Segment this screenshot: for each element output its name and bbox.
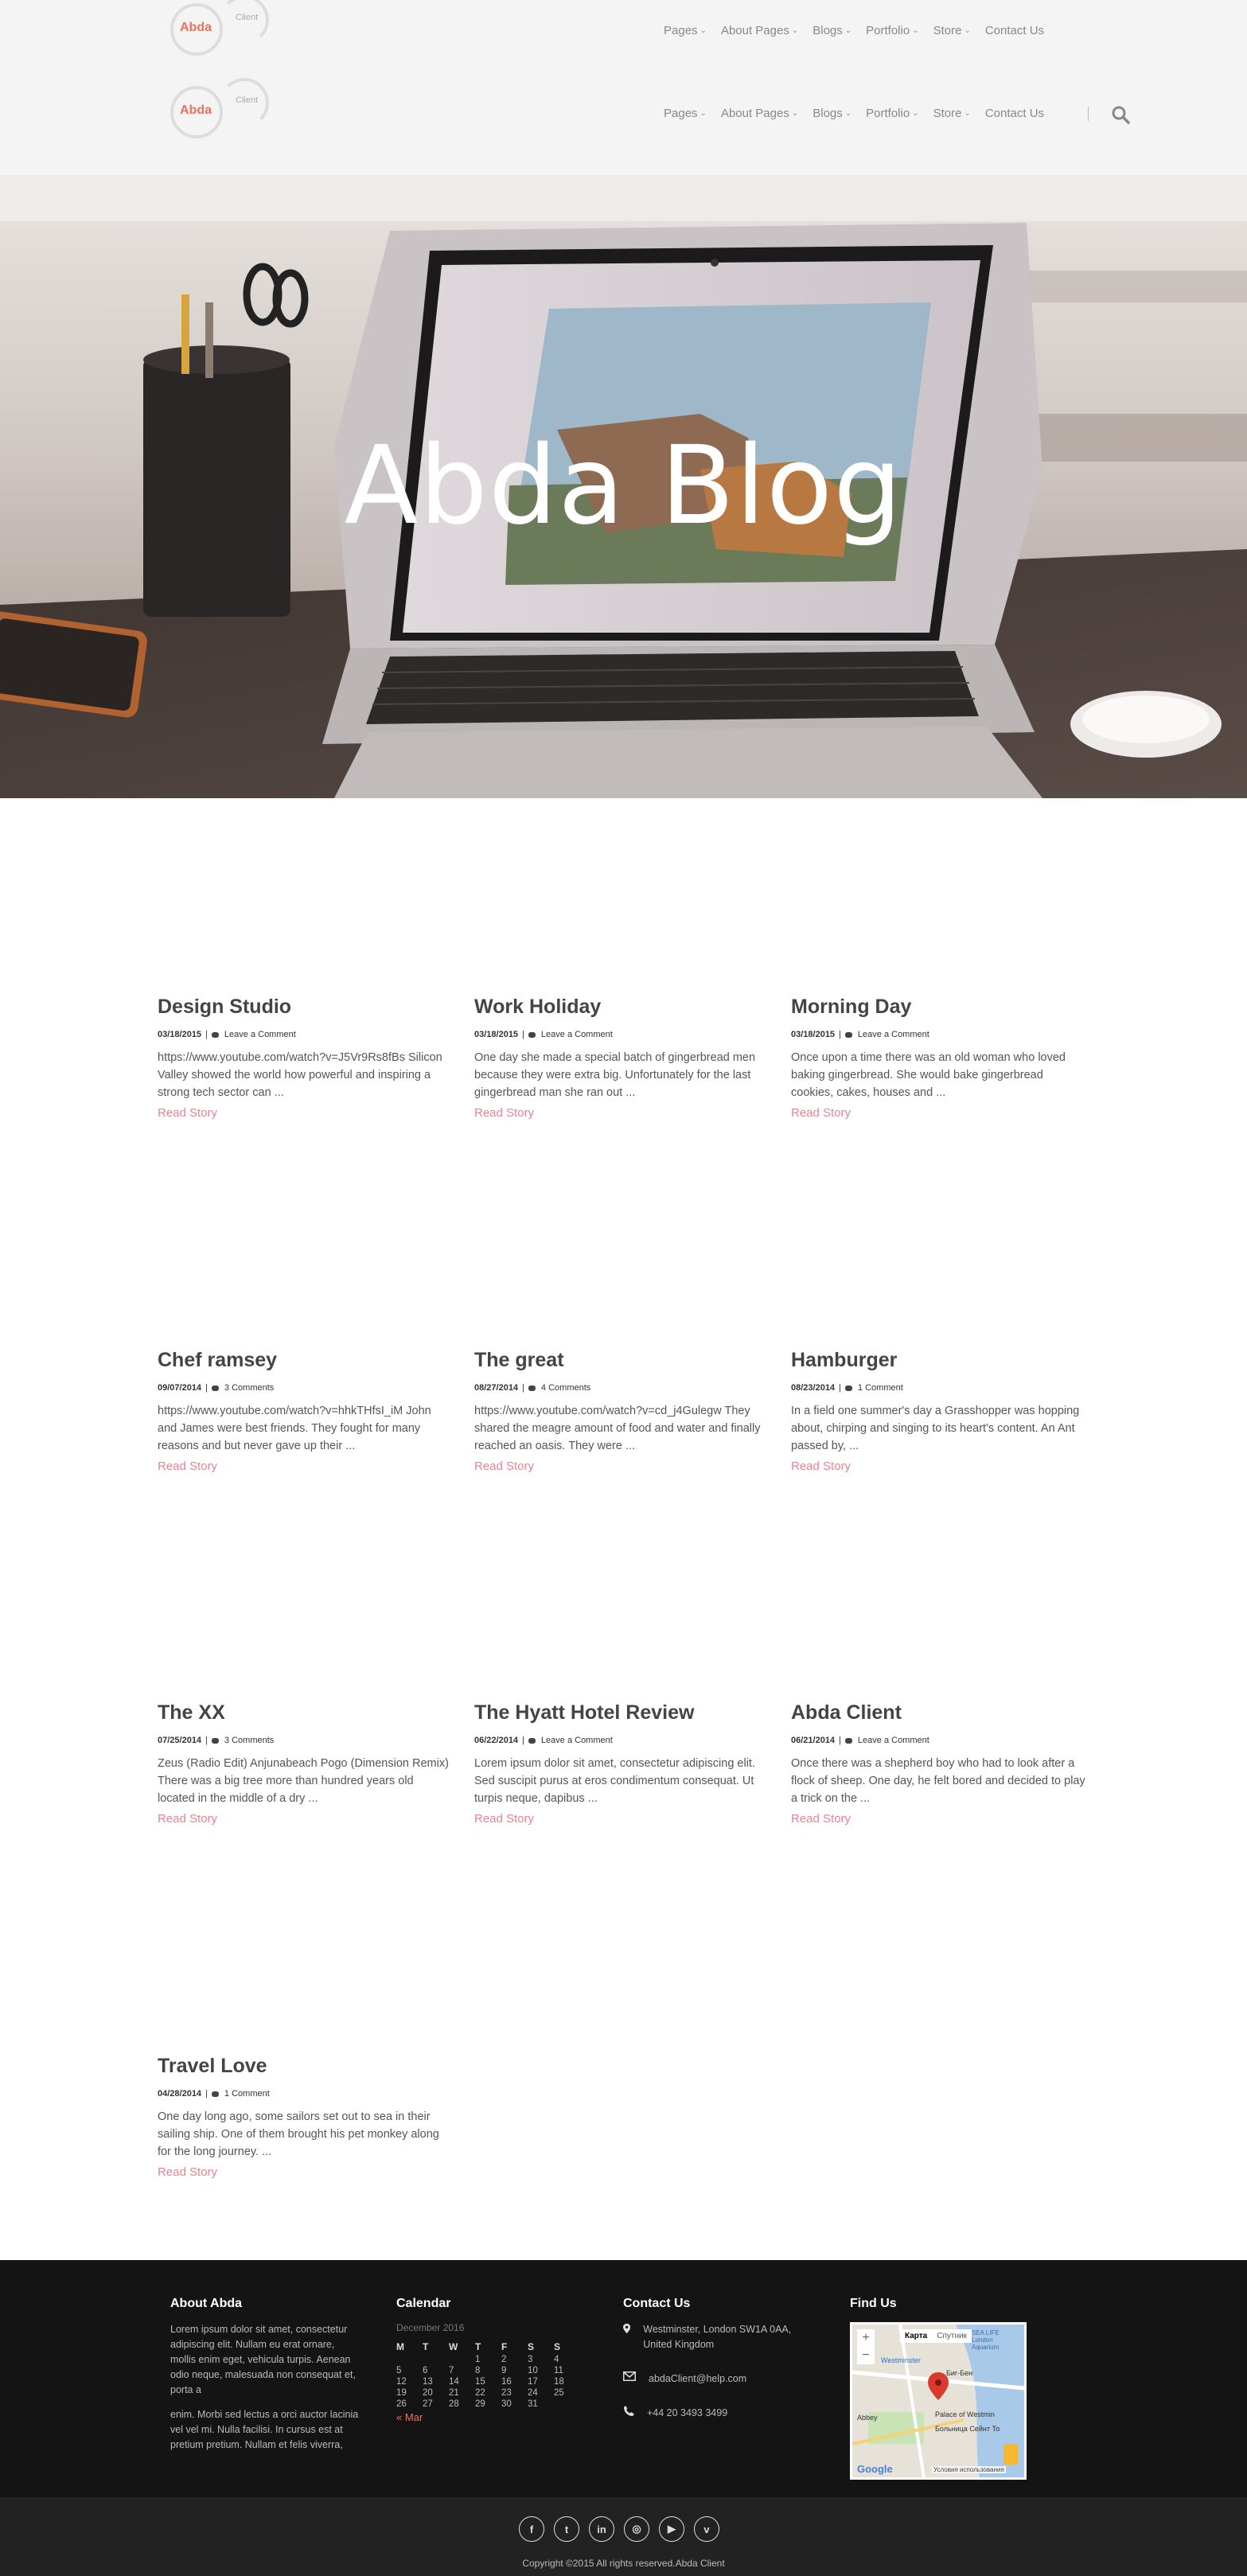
- hero-banner: [0, 175, 1247, 798]
- comment-icon: [845, 1032, 852, 1038]
- chevron-down-icon: ⌄: [791, 109, 799, 118]
- post-card: [158, 1701, 452, 1826]
- post-card: [474, 1349, 769, 1473]
- chevron-down-icon: ⌄: [912, 26, 919, 35]
- post-card: [791, 1701, 1085, 1826]
- site-logo[interactable]: [170, 83, 290, 142]
- post-title[interactable]: Design Studio: [158, 996, 292, 1018]
- post-comments-link[interactable]: Leave a Comment: [857, 1736, 929, 1745]
- site-logo[interactable]: [170, 0, 290, 59]
- comment-icon: [212, 2091, 219, 2097]
- footer-about-title: About Abda: [170, 2297, 243, 2310]
- comment-icon: [528, 1738, 536, 1744]
- youtube-icon[interactable]: ▶: [659, 2516, 684, 2542]
- calendar-week: [396, 2376, 580, 2387]
- calendar-month: December 2016: [396, 2322, 465, 2333]
- map-terms-link[interactable]: Условия использования: [933, 2466, 1004, 2473]
- calendar-day: 1: [475, 2355, 481, 2364]
- post-comments-link[interactable]: Leave a Comment: [224, 1030, 296, 1039]
- calendar-day: 16: [501, 2377, 512, 2387]
- post-date: 07/25/2014: [158, 1736, 202, 1745]
- post-title[interactable]: The Hyatt Hotel Review: [474, 1701, 695, 1724]
- map-label: Биг-Бен: [946, 2369, 973, 2377]
- menu-item-portfolio[interactable]: Portfolio ⌄: [866, 107, 919, 120]
- menu-item-contact[interactable]: Contact Us: [984, 24, 1045, 37]
- post-excerpt: Once upon a time there was an old woman who loved baking gingerbread. She would bake gingerbread cookies, cakes, houses and ...: [791, 1051, 1066, 1099]
- post-card: [791, 996, 1085, 1120]
- calendar-day-header: F: [501, 2341, 508, 2352]
- calendar-day-header: T: [475, 2341, 481, 2352]
- post-title[interactable]: Morning Day: [791, 996, 912, 1018]
- calendar-day: 10: [528, 2366, 538, 2375]
- map-pin-icon: [623, 2322, 630, 2335]
- comment-icon: [212, 1738, 219, 1744]
- calendar-day-header: S: [554, 2341, 561, 2352]
- post-excerpt: Once there was a shepherd boy who had to look after a flock of sheep. One day, he felt bored and decided to play a trick on the ...: [791, 1757, 1085, 1805]
- post-meta: [791, 1383, 1085, 1393]
- calendar-day: 30: [501, 2399, 512, 2409]
- chevron-down-icon: ⌄: [844, 109, 852, 118]
- calendar-day: 20: [423, 2388, 433, 2398]
- calendar-prev-link[interactable]: « Mar: [396, 2411, 423, 2423]
- google-logo: Google: [857, 2463, 893, 2475]
- nav-bar: [0, 83, 1247, 146]
- post-meta: [474, 1383, 769, 1393]
- footer-about-text-2: enim. Morbi sed lectus a orci auctor lacinia vel vel mi. Nulla facilisi. In cursus est at pretium pretium. Nullam et felis viverra,: [170, 2409, 359, 2450]
- calendar-day: [396, 2354, 423, 2365]
- zoom-out-button[interactable]: −: [862, 2348, 870, 2362]
- menu-item-contact[interactable]: Contact Us: [984, 107, 1045, 120]
- twitter-icon[interactable]: t: [554, 2516, 579, 2542]
- meta-separator: |: [839, 1383, 841, 1393]
- post-meta: [474, 1736, 769, 1745]
- map-label: SEA LIFE London Aquarium: [972, 2329, 1000, 2351]
- map-tab-satellite[interactable]: Спутник: [937, 2332, 967, 2340]
- header: [0, 0, 1247, 175]
- post-card: [474, 1701, 769, 1826]
- calendar-day: 2: [501, 2355, 507, 2364]
- post-card: [158, 996, 452, 1120]
- comment-icon: [528, 1385, 536, 1391]
- calendar-day-header: M: [396, 2341, 404, 2352]
- post-title[interactable]: Work Holiday: [474, 996, 602, 1018]
- post-excerpt: https://www.youtube.com/watch?v=J5Vr9Rs8fBs Silicon Valley showed the world how powerful and inspiring a strong tech sector can ...: [158, 1051, 442, 1099]
- post-excerpt: In a field one summer's day a Grasshopper was hopping about, chirping and singing to its heart's content. An Ant passed by, ...: [791, 1405, 1080, 1452]
- post-excerpt: One day she made a special batch of gingerbread men because they were extra big. Unfortunately for the last gingerbread man she ran out ...: [474, 1051, 756, 1099]
- post-comments-link[interactable]: 3 Comments: [224, 1736, 275, 1745]
- facebook-icon[interactable]: f: [519, 2516, 544, 2542]
- footer-calendar-title: Calendar: [396, 2297, 451, 2310]
- sub-footer: [0, 2497, 1247, 2576]
- nav-bar-sticky: [0, 0, 1247, 64]
- comment-icon: [528, 1032, 536, 1038]
- copyright-text: Copyright ©2015 All rights reserved.Abda Client: [522, 2558, 725, 2569]
- post-excerpt: Zeus (Radio Edit) Anjunabeach Pogo (Dimension Remix) There was a big tree more than hundred years old located in the middle of a dry ...: [158, 1757, 449, 1805]
- post-card: [158, 2055, 452, 2179]
- post-title[interactable]: Hamburger: [791, 1349, 898, 1371]
- chevron-down-icon: ⌄: [699, 26, 707, 35]
- read-story-link[interactable]: Read Story: [158, 1106, 218, 1120]
- map-widget[interactable]: [850, 2322, 1027, 2480]
- calendar-day: 5: [396, 2366, 402, 2375]
- post-comments-link[interactable]: Leave a Comment: [540, 1736, 613, 1745]
- post-title[interactable]: Chef ramsey: [158, 1349, 278, 1371]
- post-date: 03/18/2015: [791, 1030, 836, 1039]
- post-title[interactable]: The great: [474, 1349, 564, 1371]
- post-date: 04/28/2014: [158, 2089, 202, 2099]
- read-story-link[interactable]: Read Story: [474, 1106, 535, 1120]
- footer-about: [170, 2297, 361, 2453]
- meta-separator: |: [205, 1736, 208, 1745]
- read-story-link[interactable]: Read Story: [158, 2165, 218, 2179]
- meta-separator: |: [839, 1736, 841, 1745]
- meta-separator: |: [522, 1030, 524, 1039]
- calendar-day: 6: [423, 2366, 428, 2375]
- chevron-down-icon: ⌄: [964, 109, 971, 118]
- meta-separator: |: [205, 1030, 208, 1039]
- calendar-day: 22: [475, 2388, 485, 2398]
- comment-icon: [212, 1385, 219, 1391]
- map-zoom-controls: [857, 2329, 875, 2364]
- read-story-link[interactable]: Read Story: [158, 1459, 218, 1473]
- meta-separator: |: [839, 1030, 841, 1039]
- post-meta: [791, 1030, 1085, 1039]
- menu-item-pages[interactable]: Pages ⌄: [664, 24, 707, 37]
- calendar-day: 12: [396, 2377, 407, 2387]
- menu-item-about-pages[interactable]: About Pages ⌄: [720, 24, 799, 37]
- calendar-day: 21: [449, 2388, 459, 2398]
- menu-item-pages[interactable]: Pages ⌄: [664, 107, 707, 120]
- calendar-day: 13: [423, 2377, 433, 2387]
- calendar-day: 25: [554, 2388, 564, 2398]
- post-meta: [158, 1383, 452, 1393]
- post-excerpt: https://www.youtube.com/watch?v=cd_j4Gulegw They shared the meagre amount of food and water and finally reached an oasis. They were ...: [474, 1405, 761, 1452]
- meta-separator: |: [205, 2089, 208, 2099]
- chevron-down-icon: ⌄: [791, 26, 799, 35]
- logo-text: Abda: [180, 103, 212, 117]
- post-date: 08/27/2014: [474, 1383, 519, 1393]
- social-links: [519, 2516, 719, 2542]
- calendar-week: [396, 2354, 580, 2365]
- post-date: 08/23/2014: [791, 1383, 836, 1393]
- calendar-day: 8: [475, 2366, 481, 2375]
- contact-phone: +44 20 3493 3499: [623, 2406, 814, 2421]
- calendar-day: [554, 2399, 580, 2410]
- map-label: Больница Сейнт То: [935, 2425, 1000, 2433]
- post-meta: [158, 1030, 452, 1039]
- footer-about-text-1: Lorem ipsum dolor sit amet, consectetur adipiscing elit. Nullam eu erat ornare, mollis enim eget, vehicula turpis. Aenean odio neque, malesuada non consequat et, porta a: [170, 2324, 356, 2395]
- calendar-day-header: W: [449, 2341, 458, 2352]
- post-card: [158, 1349, 452, 1473]
- footer-contact-title: Contact Us: [623, 2297, 691, 2310]
- post-excerpt: Lorem ipsum dolor sit amet, consectetur adipiscing elit. Sed suscipit purus at eros condimentum consequat. Ut turpis neque, dapibus ...: [474, 1757, 755, 1805]
- calendar-table: [396, 2340, 580, 2410]
- vimeo-icon[interactable]: v: [694, 2516, 719, 2542]
- footer: [0, 2260, 1247, 2497]
- post-excerpt: One day long ago, some sailors set out to sea in their sailing ship. One of them brought his pet monkey along for the long journey. ...: [158, 2110, 439, 2158]
- footer-find: [850, 2297, 1041, 2480]
- post-comments-link[interactable]: Leave a Comment: [857, 1030, 929, 1039]
- menu-item-blogs[interactable]: Blogs ⌄: [812, 24, 852, 37]
- calendar-day: 31: [528, 2399, 538, 2409]
- read-story-link[interactable]: Read Story: [158, 1812, 218, 1826]
- menu-item-portfolio[interactable]: Portfolio ⌄: [866, 24, 919, 37]
- contact-email[interactable]: abdaClient@help.com: [623, 2371, 814, 2387]
- calendar-week: [396, 2387, 580, 2399]
- calendar-day: 28: [449, 2399, 459, 2409]
- logo-arc-icon: [220, 0, 269, 45]
- read-story-link[interactable]: Read Story: [474, 1812, 535, 1826]
- post-card: [474, 996, 769, 1120]
- post-comments-link[interactable]: Leave a Comment: [540, 1030, 613, 1039]
- chevron-down-icon: ⌄: [699, 109, 707, 118]
- main-menu: [664, 107, 1044, 120]
- calendar-day: 26: [396, 2399, 407, 2409]
- calendar-week: [396, 2365, 580, 2376]
- meta-separator: |: [522, 1383, 524, 1393]
- post-comments-link[interactable]: 1 Comment: [224, 2089, 270, 2099]
- calendar-day: 19: [396, 2388, 407, 2398]
- post-date: 03/18/2015: [474, 1030, 519, 1039]
- post-card: [791, 1349, 1085, 1473]
- comment-icon: [845, 1738, 852, 1744]
- main-menu: [664, 24, 1044, 37]
- post-date: 03/18/2015: [158, 1030, 202, 1039]
- map-type-tabs: [900, 2329, 972, 2343]
- post-comments-link[interactable]: 1 Comment: [857, 1383, 903, 1393]
- post-date: 09/07/2014: [158, 1383, 202, 1393]
- calendar-day: 27: [423, 2399, 433, 2409]
- search-icon[interactable]: [1111, 105, 1130, 124]
- map-label: Palace of Westmin: [935, 2410, 995, 2418]
- calendar-day-header: S: [528, 2341, 535, 2352]
- footer-contact: [623, 2297, 814, 2440]
- post-title[interactable]: Abda Client: [791, 1701, 902, 1724]
- logo-text: Abda: [180, 21, 212, 34]
- post-meta: [158, 2089, 452, 2099]
- footer-calendar: [396, 2297, 595, 2423]
- calendar-week: [396, 2399, 580, 2410]
- chevron-down-icon: ⌄: [964, 26, 971, 35]
- meta-separator: |: [205, 1383, 208, 1393]
- calendar-day: 18: [554, 2377, 564, 2387]
- phone-icon: [623, 2406, 634, 2417]
- read-story-link[interactable]: Read Story: [791, 1812, 851, 1826]
- post-excerpt: https://www.youtube.com/watch?v=hhkTHfsI_iM John and James were best friends. They fought for many reasons and but never gave up their ...: [158, 1405, 431, 1452]
- envelope-icon: [623, 2371, 636, 2381]
- post-meta: [474, 1030, 769, 1039]
- street-view-pegman-icon[interactable]: [1003, 2444, 1018, 2465]
- post-title[interactable]: The XX: [158, 1701, 225, 1724]
- calendar-day: 4: [554, 2355, 559, 2364]
- post-date: 06/22/2014: [474, 1736, 519, 1745]
- map-tab-map[interactable]: Карта: [905, 2332, 928, 2340]
- calendar-day: 24: [528, 2388, 538, 2398]
- calendar-day: 3: [528, 2355, 533, 2364]
- comment-icon: [845, 1385, 852, 1391]
- post-date: 06/21/2014: [791, 1736, 836, 1745]
- menu-item-about-pages[interactable]: About Pages ⌄: [720, 107, 799, 120]
- read-story-link[interactable]: Read Story: [791, 1106, 851, 1120]
- meta-separator: |: [522, 1736, 524, 1745]
- comment-icon: [212, 1032, 219, 1038]
- footer-find-title: Find Us: [850, 2297, 897, 2310]
- calendar-day: 14: [449, 2377, 459, 2387]
- calendar-day: [423, 2354, 449, 2365]
- map-label: Westminster: [881, 2356, 921, 2364]
- post-title[interactable]: Travel Love: [158, 2055, 267, 2077]
- post-meta: [158, 1736, 452, 1745]
- post-comments-link[interactable]: 3 Comments: [224, 1383, 275, 1393]
- chevron-down-icon: ⌄: [912, 109, 919, 118]
- zoom-in-button[interactable]: +: [862, 2331, 870, 2344]
- read-story-link[interactable]: Read Story: [474, 1459, 535, 1473]
- calendar-day: 7: [449, 2366, 454, 2375]
- calendar-day: 15: [475, 2377, 485, 2387]
- calendar-day: 9: [501, 2366, 507, 2375]
- calendar-day: [449, 2354, 475, 2365]
- calendar-day: 11: [554, 2366, 563, 2375]
- logo-subtext: Client: [236, 95, 259, 105]
- post-meta: [791, 1736, 1085, 1745]
- logo-subtext: Client: [236, 13, 259, 22]
- calendar-day: 23: [501, 2388, 512, 2398]
- menu-item-blogs[interactable]: Blogs ⌄: [812, 107, 852, 120]
- chevron-down-icon: ⌄: [844, 26, 852, 35]
- read-story-link[interactable]: Read Story: [791, 1459, 851, 1473]
- instagram-icon[interactable]: ◎: [624, 2516, 649, 2542]
- menu-item-store[interactable]: Store ⌄: [933, 107, 971, 120]
- contact-address: Westminster, London SW1A 0AA, United Kingdom: [623, 2322, 814, 2352]
- linkedin-icon[interactable]: in: [589, 2516, 614, 2542]
- menu-item-store[interactable]: Store ⌄: [933, 24, 971, 37]
- post-comments-link[interactable]: 4 Comments: [540, 1383, 591, 1393]
- calendar-day-header: T: [423, 2341, 429, 2352]
- calendar-day: 17: [528, 2377, 538, 2387]
- menu-divider: [1088, 107, 1089, 121]
- calendar-day: 29: [475, 2399, 485, 2409]
- hero-title: Abda Blog: [344, 423, 903, 549]
- map-label: Abbey: [857, 2414, 878, 2422]
